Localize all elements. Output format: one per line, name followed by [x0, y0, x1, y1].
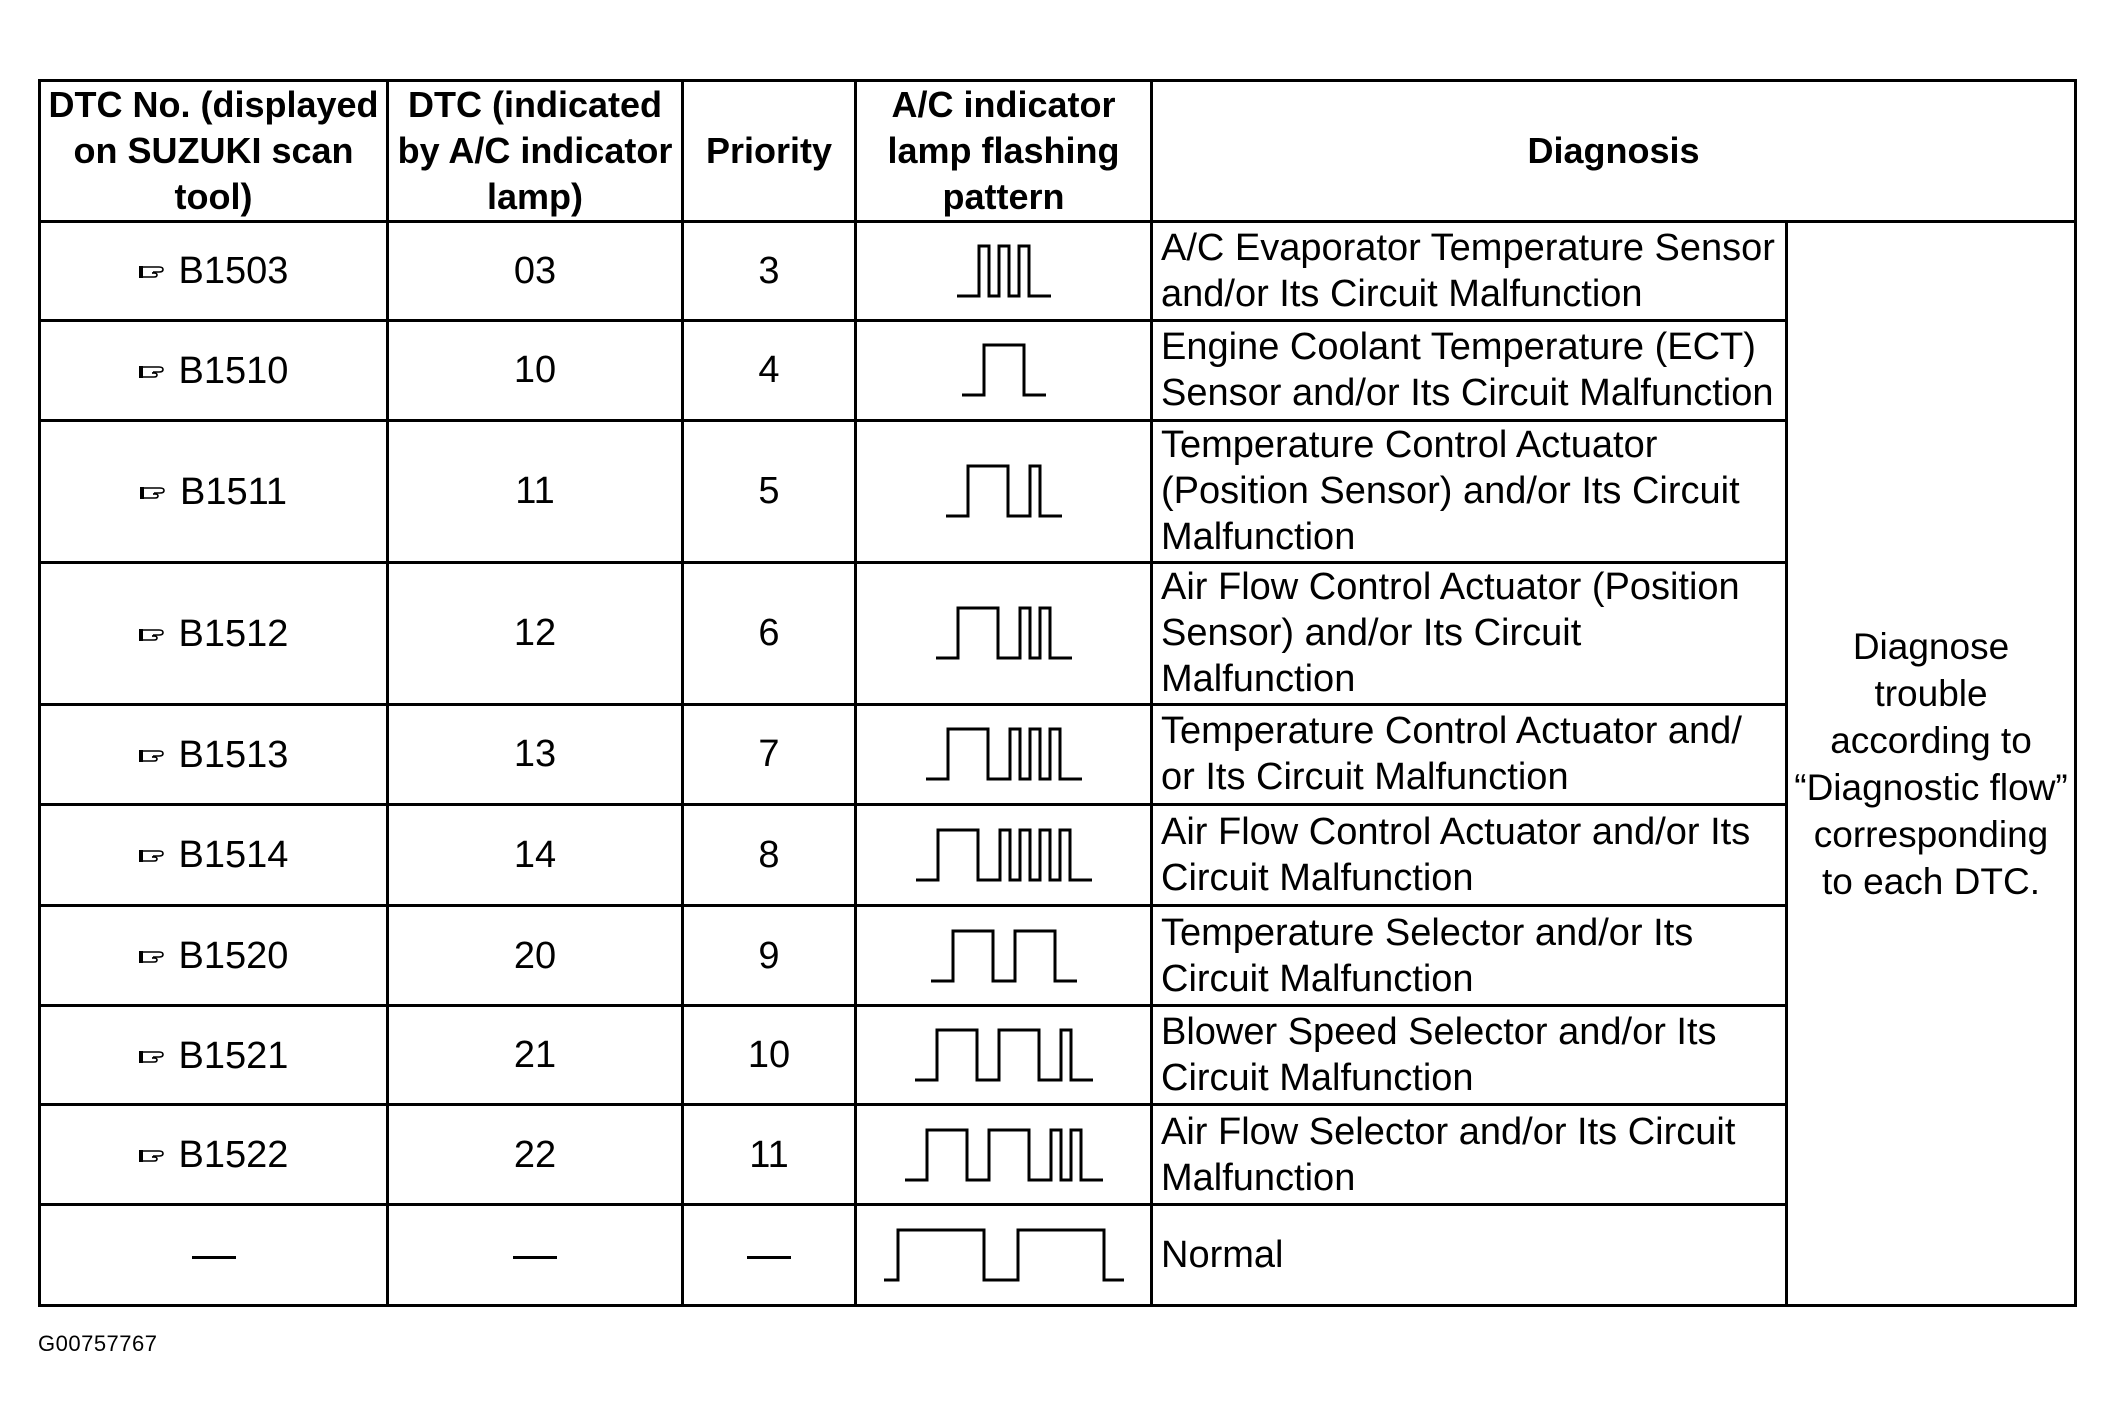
flash-pattern	[857, 602, 1150, 664]
flash-pattern-waveform	[946, 460, 1062, 522]
diagnosis-cell: Temperature Control Actuator (Position Sensor) and/or Its Circuit Malfunction	[1152, 421, 1787, 563]
flash-pattern-waveform	[931, 925, 1077, 987]
header-diagnosis: Diagnosis	[1152, 81, 2076, 222]
header-flash-pattern: A/C indicator lamp flashing pattern	[856, 81, 1152, 222]
dtc-code[interactable]	[140, 469, 287, 515]
pointing-hand-icon	[139, 945, 173, 967]
table-row	[40, 1205, 2076, 1306]
dtc-code[interactable]	[139, 248, 289, 294]
lamp-code-cell: 10	[388, 320, 683, 421]
pointing-hand-icon	[139, 623, 173, 645]
table-row	[40, 1006, 2076, 1105]
empty-value-dash	[192, 1256, 236, 1259]
flash-pattern-cell	[856, 1104, 1152, 1205]
pointing-hand-icon	[139, 1144, 173, 1166]
priority-cell: 5	[683, 421, 856, 563]
lamp-code-cell: 12	[388, 562, 683, 704]
dtc-table	[38, 79, 2077, 1307]
pointing-hand-icon	[139, 744, 173, 766]
flash-pattern	[857, 723, 1150, 785]
pointing-hand-icon	[139, 360, 173, 382]
dtc-code-cell	[40, 320, 388, 421]
diagnosis-cell: Blower Speed Selector and/or Its Circuit Malfunction	[1152, 1006, 1787, 1105]
dtc-code-cell	[40, 905, 388, 1006]
flash-pattern-cell	[856, 320, 1152, 421]
flash-pattern	[857, 925, 1150, 987]
dtc-code[interactable]	[139, 348, 289, 394]
flash-pattern-waveform	[962, 339, 1046, 401]
dtc-code-cell	[40, 1205, 388, 1306]
diagnosis-cell: Temperature Control Actuator and/ or Its Circuit Malfunction	[1152, 704, 1787, 805]
diagnosis-cell: Engine Coolant Temperature (ECT) Sensor and/or Its Circuit Malfunction	[1152, 320, 1787, 421]
diagnosis-cell: A/C Evaporator Temperature Sensor and/or Its Circuit Malfunction	[1152, 222, 1787, 321]
priority-cell: 6	[683, 562, 856, 704]
flash-pattern-cell	[856, 704, 1152, 805]
priority-cell: 10	[683, 1006, 856, 1105]
priority-cell: 9	[683, 905, 856, 1006]
dtc-code-text: B1521	[178, 1034, 289, 1077]
header-row	[40, 81, 2076, 222]
priority-cell: 7	[683, 704, 856, 805]
lamp-code-cell: 14	[388, 805, 683, 906]
flash-pattern	[857, 824, 1150, 886]
priority-cell: 11	[683, 1104, 856, 1205]
flash-pattern-waveform	[884, 1224, 1124, 1286]
lamp-code-cell: 20	[388, 905, 683, 1006]
lamp-code-cell: 03	[388, 222, 683, 321]
flash-pattern-cell	[856, 562, 1152, 704]
dtc-code-cell	[40, 562, 388, 704]
diagnosis-cell: Air Flow Control Actuator (Position Sensor) and/or Its Circuit Malfunction	[1152, 562, 1787, 704]
dtc-code-text: B1512	[178, 612, 289, 655]
dtc-code-cell	[40, 704, 388, 805]
dtc-code[interactable]	[139, 611, 289, 657]
flash-pattern-waveform	[915, 1024, 1093, 1086]
flash-pattern-waveform	[936, 602, 1072, 664]
diagnosis-cell: Air Flow Control Actuator and/or Its Circuit Malfunction	[1152, 805, 1787, 906]
dtc-code-text: B1514	[178, 834, 289, 877]
dtc-code-text: B1522	[178, 1134, 289, 1177]
dtc-code[interactable]	[139, 1132, 289, 1178]
table-row	[40, 1104, 2076, 1205]
flash-pattern	[857, 1124, 1150, 1186]
flash-pattern-waveform	[926, 723, 1082, 785]
table-row	[40, 421, 2076, 563]
header-dtc-lamp: DTC (indicated by A/C indicator lamp)	[388, 81, 683, 222]
figure-id: G00757767	[38, 1331, 158, 1356]
dtc-code-cell	[40, 421, 388, 563]
flash-pattern-cell	[856, 1006, 1152, 1105]
empty-value-dash	[513, 1256, 557, 1259]
header-priority: Priority	[683, 81, 856, 222]
diagnosis-cell: Air Flow Selector and/or Its Circuit Malfunction	[1152, 1104, 1787, 1205]
priority-cell: 4	[683, 320, 856, 421]
dtc-code-text: B1510	[178, 349, 289, 392]
dtc-code-text: B1503	[178, 250, 289, 293]
header-dtc-no: DTC No. (displayed on SUZUKI scan tool)	[40, 81, 388, 222]
flash-pattern-cell	[856, 905, 1152, 1006]
dtc-table-body	[40, 222, 2076, 1306]
flash-pattern-waveform	[916, 824, 1092, 886]
dtc-code[interactable]	[139, 1033, 289, 1079]
table-row	[40, 222, 2076, 321]
flash-pattern	[857, 1024, 1150, 1086]
diagnosis-instruction: Diagnose trouble according to “Diagnostic flow” corresponding to each DTC.	[1787, 222, 2076, 1306]
dtc-code-cell	[40, 222, 388, 321]
dtc-code[interactable]	[139, 832, 289, 878]
lamp-code-cell: 22	[388, 1104, 683, 1205]
pointing-hand-icon	[139, 260, 173, 282]
priority-cell	[683, 1205, 856, 1306]
table-row	[40, 805, 2076, 906]
pointing-hand-icon	[139, 844, 173, 866]
table-row	[40, 320, 2076, 421]
flash-pattern-waveform	[905, 1124, 1103, 1186]
diagnosis-cell: Temperature Selector and/or Its Circuit Malfunction	[1152, 905, 1787, 1006]
dtc-code[interactable]	[139, 933, 289, 979]
empty-value-dash	[747, 1256, 791, 1259]
flash-pattern-cell	[856, 1205, 1152, 1306]
dtc-code-text: B1513	[178, 733, 289, 776]
flash-pattern	[857, 240, 1150, 302]
dtc-code-cell	[40, 805, 388, 906]
dtc-code[interactable]	[139, 732, 289, 778]
pointing-hand-icon	[139, 1045, 173, 1067]
flash-pattern-waveform	[957, 240, 1051, 302]
flash-pattern-cell	[856, 805, 1152, 906]
priority-cell: 3	[683, 222, 856, 321]
lamp-code-cell: 11	[388, 421, 683, 563]
flash-pattern	[857, 460, 1150, 522]
table-row	[40, 704, 2076, 805]
pointing-hand-icon	[140, 481, 174, 503]
lamp-code-cell: 21	[388, 1006, 683, 1105]
dtc-code-text: B1520	[178, 935, 289, 977]
dtc-code-cell	[40, 1006, 388, 1105]
flash-pattern-cell	[856, 222, 1152, 321]
dtc-code-text: B1511	[179, 470, 288, 513]
priority-cell: 8	[683, 805, 856, 906]
lamp-code-cell: 13	[388, 704, 683, 805]
table-row	[40, 562, 2076, 704]
flash-pattern	[857, 1224, 1150, 1286]
flash-pattern-cell	[856, 421, 1152, 563]
table-row	[40, 905, 2076, 1006]
diagnosis-cell: Normal	[1152, 1205, 1787, 1306]
lamp-code-cell	[388, 1205, 683, 1306]
dtc-code-cell	[40, 1104, 388, 1205]
flash-pattern	[857, 339, 1150, 401]
